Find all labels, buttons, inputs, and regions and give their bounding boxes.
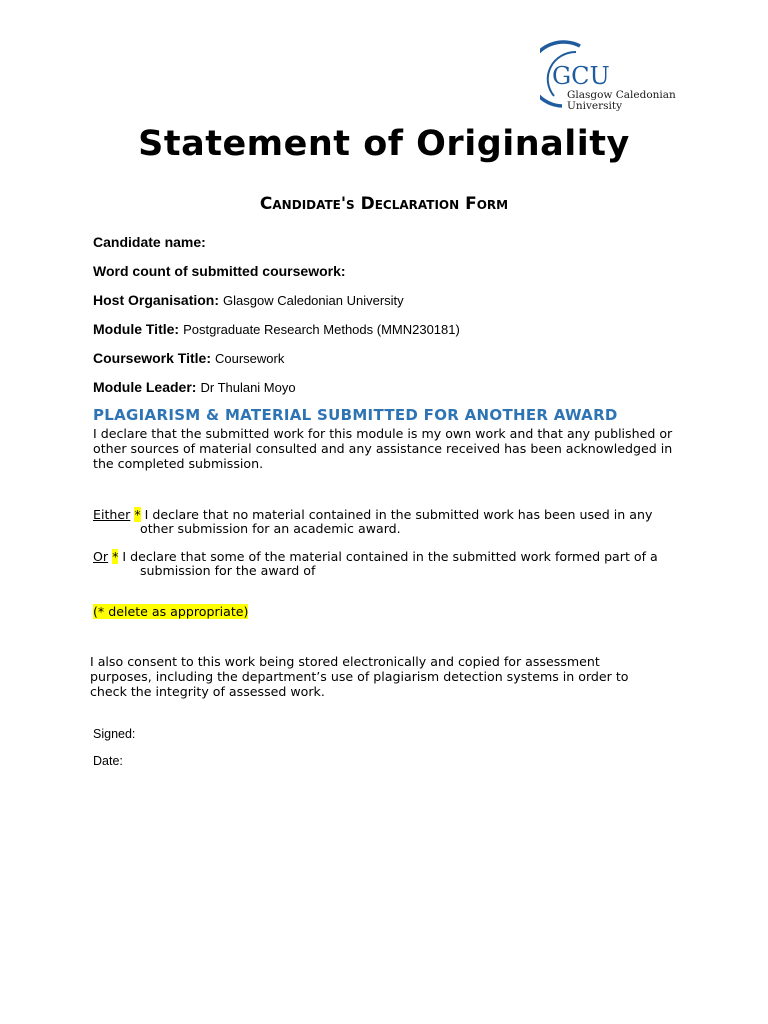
- either-star: *: [134, 507, 141, 522]
- page-title: Statement of Originality: [138, 124, 630, 164]
- module-title-value: Postgraduate Research Methods (MMN230181): [183, 322, 460, 337]
- date-label: Date:: [93, 754, 123, 768]
- coursework-title-label: Coursework Title:: [93, 350, 211, 366]
- gcu-logo: [540, 40, 680, 114]
- coursework-title-value: Coursework: [215, 351, 285, 366]
- word-count-field: [93, 263, 350, 279]
- module-title-label: Module Title:: [93, 321, 180, 337]
- form-subtitle: Candidate's Declaration Form: [259, 194, 509, 214]
- or-line2: submission for the award of: [140, 563, 316, 578]
- or-option: [93, 549, 658, 564]
- delete-note: [93, 604, 248, 619]
- either-line2: other submission for an academic award.: [140, 521, 401, 536]
- either-line1: I declare that no material contained in the submitted work has been used in any: [140, 507, 653, 522]
- host-organisation-value: Glasgow Caledonian University: [223, 293, 404, 308]
- or-prefix: Or: [93, 549, 109, 564]
- module-leader-value: Dr Thulani Moyo: [200, 380, 296, 395]
- word-count-label: Word count of submitted coursework:: [93, 263, 346, 279]
- logo-line1: Glasgow Caledonian: [567, 89, 676, 101]
- candidate-name-field: [93, 234, 210, 250]
- signed-label: Signed:: [93, 727, 136, 741]
- logo-line2: University: [567, 100, 623, 112]
- or-star: *: [112, 549, 119, 564]
- host-organisation-field: [93, 292, 404, 308]
- coursework-title-field: [93, 350, 284, 366]
- plagiarism-heading: PLAGIARISM & MATERIAL SUBMITTED FOR ANOTHER AWARD: [93, 406, 618, 424]
- or-line1: I declare that some of the material contained in the submitted work formed part of a: [118, 549, 658, 564]
- delete-note-text: (* delete as appropriate): [93, 604, 249, 619]
- either-prefix: Either: [93, 507, 131, 522]
- module-title-field: [93, 321, 460, 337]
- module-leader-label: Module Leader:: [93, 379, 197, 395]
- consent-text: I also consent to this work being stored electronically and copied for assessment purposes, including the department’s use of plagiarism detection systems in order to check the integrity of assessed work.: [90, 654, 629, 699]
- candidate-name-label: Candidate name:: [93, 234, 206, 250]
- declaration-text: I declare that the submitted work for this module is my own work and that any published or other sources of material consulted and any assistance received has been acknowledged in the completed submission.: [93, 426, 673, 471]
- either-option: [93, 507, 652, 522]
- host-organisation-label: Host Organisation:: [93, 292, 220, 308]
- module-leader-field: [93, 379, 296, 395]
- logo-mark: GCU: [552, 62, 610, 90]
